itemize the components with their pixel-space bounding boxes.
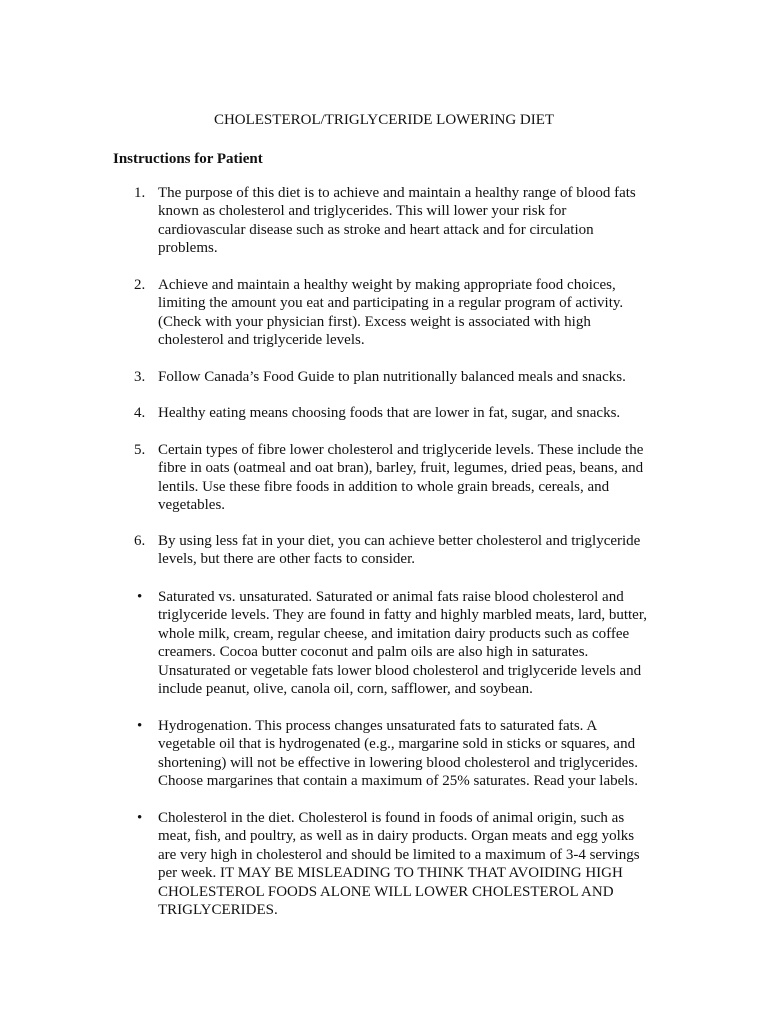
text-line: Hydrogenation. This process changes unsaturated fats to saturated fats. A: [158, 718, 598, 734]
text-line: problems.: [158, 240, 218, 257]
text-line: TRIGLYCERIDES.: [158, 902, 278, 919]
bullet-marker: •: [137, 589, 143, 605]
text-line: meat, fish, and poultry, as well as in dairy products. Organ meats and egg yolks: [158, 828, 635, 845]
text-line: Choose margarines that contain a maximum of 25% saturates. Read your labels.: [158, 773, 639, 790]
item-number: 1.: [134, 185, 146, 201]
text-line: fibre in oats (oatmeal and oat bran), barley, fruit, legumes, dried peas, beans, and: [158, 460, 644, 477]
text-line: Healthy eating means choosing foods that are lower in fat, sugar, and snacks.: [158, 405, 621, 421]
bullet-marker: •: [137, 810, 143, 826]
text-line: The purpose of this diet is to achieve and maintain a healthy range of blood fats: [158, 185, 636, 201]
text-line: known as cholesterol and triglycerides. This will lower your risk for: [158, 203, 567, 220]
text-line: shortening) will not be effective in lowering blood cholesterol and triglycerides.: [158, 754, 639, 771]
document-title: CHOLESTEROL/TRIGLYCERIDE LOWERING DIET: [213, 112, 555, 128]
text-line: (Check with your physician first). Excess weight is associated with high: [158, 313, 591, 330]
item-number: 6.: [134, 533, 146, 549]
text-line: vegetable oil that is hydrogenated (e.g., margarine sold in sticks or squares, and: [158, 736, 636, 753]
item-text: [158, 441, 658, 515]
text-line: limiting the amount you eat and participating in a regular program of activity.: [158, 295, 624, 312]
text-line: Achieve and maintain a healthy weight by making appropriate food choices,: [158, 277, 616, 293]
text-line: Follow Canada’s Food Guide to plan nutritionally balanced meals and snacks.: [158, 369, 626, 385]
text-line: CHOLESTEROL FOODS ALONE WILL LOWER CHOLESTEROL AND: [158, 883, 614, 900]
text-line: Certain types of fibre lower cholesterol and triglyceride levels. These include the: [158, 442, 644, 458]
text-line: creamers. Cocoa butter coconut and palm oils are also high in saturates.: [158, 644, 589, 661]
text-line: cholesterol and triglyceride levels.: [158, 332, 365, 349]
item-number: 5.: [134, 442, 146, 458]
text-line: cardiovascular disease such as stroke and heart attack and for circulation: [158, 221, 594, 238]
text-line: Unsaturated or vegetable fats lower blood cholesterol and triglyceride levels and: [158, 662, 642, 679]
bullet-marker: •: [137, 718, 143, 734]
item-text: [158, 276, 658, 350]
text-line: Cholesterol in the diet. Cholesterol is found in foods of animal origin, such as: [158, 810, 625, 826]
item-text: [158, 368, 658, 386]
text-line: are very high in cholesterol and should be limited to a maximum of 3-4 servings: [158, 846, 640, 863]
item-text: [158, 184, 658, 258]
instructions-heading: Instructions for Patient: [113, 151, 263, 167]
text-line: include peanut, olive, canola oil, corn, safflower, and soybean.: [158, 681, 533, 698]
text-line: lentils. Use these fibre foods in addition to whole grain breads, cereals, and: [158, 478, 610, 495]
item-text: [158, 809, 658, 919]
text-line: whole milk, cream, regular cheese, and imitation dairy products such as coffee: [158, 625, 630, 642]
item-text: [158, 404, 658, 422]
item-number: 2.: [134, 277, 146, 293]
text-line: By using less fat in your diet, you can achieve better cholesterol and triglyceride: [158, 533, 641, 549]
text-line: triglyceride levels. They are found in fatty and highly marbled meats, lard, butter,: [158, 607, 647, 624]
item-text: [158, 532, 658, 569]
item-number: 4.: [134, 405, 146, 421]
text-line: per week. IT MAY BE MISLEADING TO THINK THAT AVOIDING HIGH: [158, 865, 623, 882]
item-number: 3.: [134, 369, 146, 385]
text-line: Saturated vs. unsaturated. Saturated or animal fats raise blood cholesterol and: [158, 589, 624, 605]
item-text: [158, 588, 658, 698]
text-line: levels, but there are other facts to consider.: [158, 551, 415, 568]
text-line: vegetables.: [158, 497, 226, 514]
item-text: [158, 717, 658, 791]
